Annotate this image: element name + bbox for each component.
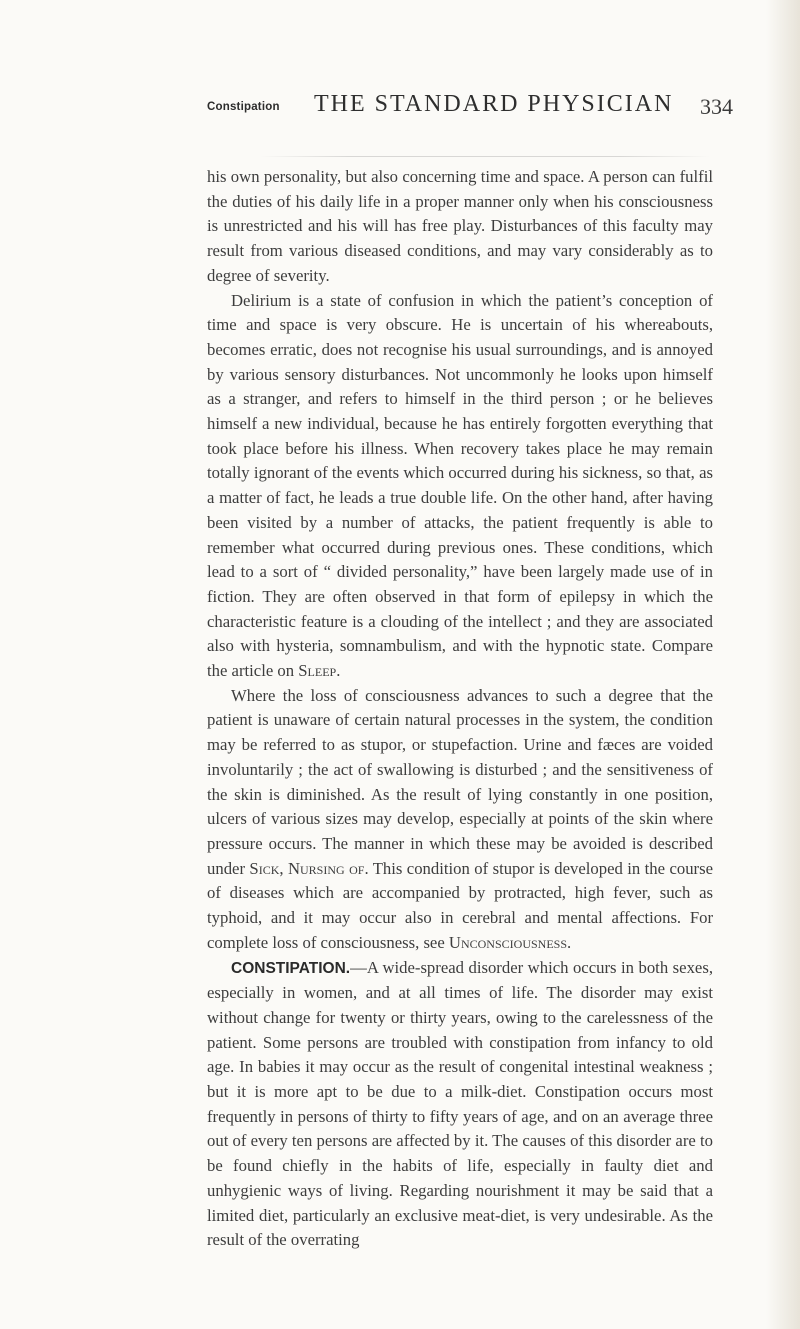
cross-reference-sleep: Sleep [298,661,337,681]
paragraph-consciousness [207,165,713,289]
entry-headword: CONSTIPATION. [231,959,351,977]
page-edge-shade [766,0,800,1329]
paragraph-text: Delirium is a state of confusion in which the patient’s conception of time and space is very obscure. He is uncertain of his whereabouts, becomes erratic, does not recognise his usual surroundings, and is annoyed by various sensory disturbances. Not uncommonly he looks upon himself as a stranger, and refers to himself in the third person ; or he believes himself a new individual, because he has entirely forgotten everything that took place before his illness. When recovery takes place he may remain totally ignorant of the events which occurred during his sickness, so that, as a matter of fact, he leads a true double life. On the other hand, after having been visited by a number of attacks, the patient frequently is able to remember what occurred during previous ones. These conditions, which lead to a sort of “ divided personality,” have been largely made use of in fiction. They are often observed in that form of epilepsy in which the characteristic feature is a clouding of the intellect ; and they are associated also with hysteria, somnambulism, and with the hypnotic state. Compare the article on [207,290,713,681]
page-number: 334 [700,94,733,119]
paragraph-text: Where the loss of consciousness advances to such a degree that the patient is unaware of certain natural processes in the system, the condition may be referred to as stupor, or stupefaction. Urine and fæces are voided involuntarily ; the act of swallowing is disturbed ; and the sensitiveness of the skin is diminished. As the result of lying constantly in one position, ulcers of various sizes may develop, especially at points of the skin where pressure occurs. The manner in which these may be avoided is described under [207,685,713,878]
paragraph-constipation [207,956,713,1253]
body-text [207,165,713,1253]
paragraph-delirium [207,289,713,684]
paragraph-text: —A wide-spread disorder which occurs in both sexes, especially in women, and at all times of life. The disorder may exist without change for twenty or thirty years, owing to the carelessness of the patient. Some persons are troubled with constipation from infancy to old age. In babies it may occur as the result of congenital intestinal weakness ; but it is more apt to be due to a milk-diet. Constipation occurs most frequently in persons of thirty to fifty years of age, and on an average three out of every ten persons are affected by it. The causes of this disorder are to be found chiefly in the habits of life, especially in faulty diet and unhygienic ways of living. Regarding nourishment it may be said that a limited diet, particularly an exclusive meat-diet, is very undesirable. As the result of the overrating [207,957,713,1250]
cross-reference-sick-nursing: Sick, Nursing of [249,858,365,878]
header-rule [260,156,710,157]
paragraph-text: . This condition of stupor is developed in the course of diseases which are accompanied by protracted, high fever, such as typhoid, and it may occur also in cerebral and mental affections. For complete loss of consciousness, see [207,858,713,952]
page-header [0,86,800,126]
paragraph-stupor [207,684,713,956]
paragraph-text: his own personality, but also concerning time and space. A person can fulfil the duties of his daily life in a proper manner only when his consciousness is unrestricted and his will has free play. Disturbances of this faculty may result from various diseased conditions, and may vary considerably as to degree of severity. [207,167,713,285]
cross-reference-unconsciousness: Unconsciousness [448,932,567,952]
section-label: Constipation [207,101,280,113]
running-title: THE STANDARD PHYSICIAN [314,91,674,117]
punctuation: . [336,661,341,681]
punctuation: . [567,932,572,952]
